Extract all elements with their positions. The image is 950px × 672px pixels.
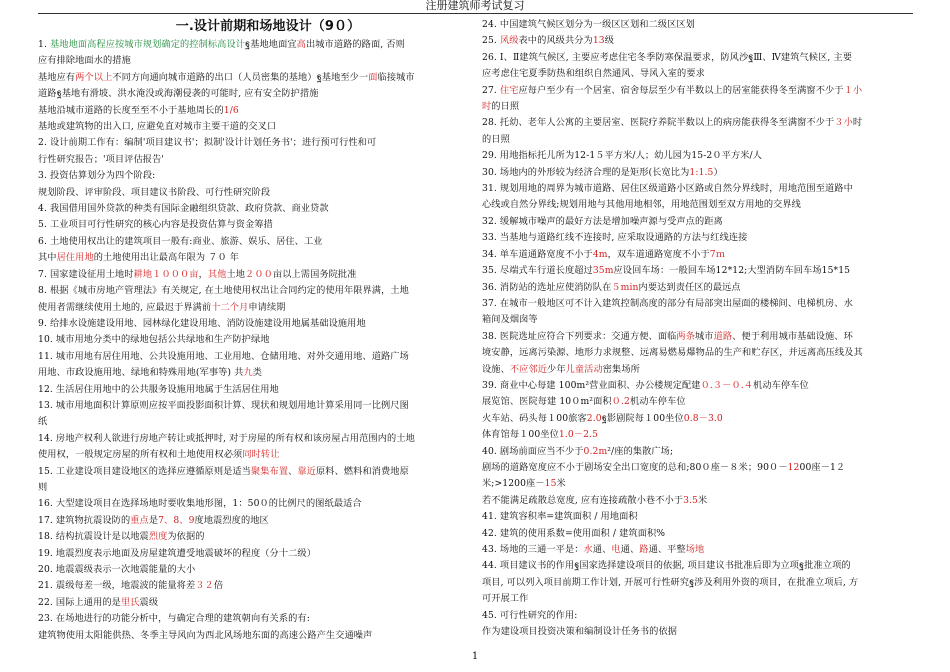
text-line xyxy=(482,493,912,509)
text-segment: 内要达到责任区的最远点 xyxy=(638,281,741,293)
text-segment: 42. 建筑的使用系数=使用面积 / 建筑面积% xyxy=(482,527,666,539)
highlighted-text: 电 xyxy=(611,544,621,555)
text-line xyxy=(38,201,468,217)
text-line xyxy=(482,148,912,164)
text-segment: 5. 工业项目可行性研究的核心内容是投资估算与资金筹措 xyxy=(38,219,273,231)
text-line xyxy=(482,526,912,542)
text-line xyxy=(482,444,912,460)
text-segment: 应设回车场：一般回车场12*12;大型消防车回车场15*15 xyxy=(613,265,851,277)
text-line xyxy=(38,365,468,381)
text-line xyxy=(38,300,468,316)
highlighted-text: 九 xyxy=(243,367,253,379)
text-segment: 是 xyxy=(148,514,159,526)
highlighted-text: ２００ xyxy=(245,268,273,280)
text-segment: 项目, 可以列入项目前期工作计划, 开展可行性研究ฐ涉及利用外资的项目，在批准立项后, 方 xyxy=(482,576,859,588)
text-segment: 3. 投资估算划分为四个阶段: xyxy=(38,170,156,182)
text-segment: 31. 规划用地的周界为城市道路、居住区级道路小区路或自然分界线时，用地范围至道路中 xyxy=(482,183,853,195)
text-line xyxy=(482,362,912,378)
highlighted-text: 1:1.5 xyxy=(689,166,714,178)
text-line xyxy=(482,99,912,115)
text-segment: ， xyxy=(198,268,208,280)
text-segment: 米 xyxy=(698,494,708,506)
highlighted-text: 2.0 xyxy=(586,412,602,424)
highlighted-text: 7ｍ xyxy=(709,248,725,260)
text-segment: 米 xyxy=(556,478,566,490)
text-segment: 行性研究报告；'项目评估报告' xyxy=(38,153,164,165)
text-segment: 6. 土地使用权出让的建筑项目一般有:商业、旅游、娱乐、居住、工业 xyxy=(38,235,323,247)
right-column xyxy=(482,17,912,640)
text-segment: 使用权，一般规定房屋的所有权和土地使用权必须 xyxy=(38,449,243,461)
text-line xyxy=(482,476,912,492)
text-line xyxy=(38,53,468,69)
text-segment: 00座－1２ xyxy=(799,461,846,473)
highlighted-text: ３２ xyxy=(195,580,214,592)
text-segment: 通、 xyxy=(620,544,640,555)
text-segment: 其中 xyxy=(38,252,57,264)
text-segment: 米;>1200座－ xyxy=(482,478,545,490)
text-line xyxy=(38,135,468,151)
text-line xyxy=(38,185,468,201)
text-line xyxy=(482,230,912,246)
text-line xyxy=(482,50,912,66)
text-line xyxy=(38,332,468,348)
text-line xyxy=(38,628,468,644)
text-segment: ฐ影剧院每１00坐位 xyxy=(601,412,684,424)
text-line xyxy=(38,382,468,398)
highlighted-text: 重点 xyxy=(130,514,149,526)
text-segment: 的土地使用出让最高年限为 ７０ 年 xyxy=(93,252,240,264)
text-segment: 26. Ⅰ、Ⅱ建筑气候区, 主要应考虑住宅冬季防寒保温要求，防风沙ฐⅢ、Ⅳ建筑气候区, 主要 xyxy=(482,51,852,63)
text-segment: 为依据的 xyxy=(167,531,205,543)
text-segment: 14. 房地产权利人欲进行房地产转让或抵押时, 对于房屋的所有权和该房屋占用范围内的土地 xyxy=(38,432,415,444)
highlighted-text: 风级 xyxy=(499,35,519,47)
text-segment: 纸 xyxy=(38,416,48,428)
text-line xyxy=(38,447,468,463)
text-segment: 原料、燃料和消费地原 xyxy=(316,465,409,477)
text-segment: 8. 根据《城市房地产管理法》有关规定, 在土地使用权出让合同约定的使用年限界满，土地 xyxy=(38,285,409,297)
text-line xyxy=(38,103,468,119)
text-segment: 通、平整 xyxy=(648,544,686,555)
text-segment: 29. 用地指标托儿所为12-1５平方米/人；幼儿园为15-2０平方米/人 xyxy=(482,150,763,162)
text-line xyxy=(482,542,912,558)
text-line xyxy=(482,608,912,624)
text-segment: 、 xyxy=(288,465,298,477)
text-line xyxy=(482,329,912,345)
highlighted-text: 基地地面高程应按城市规划确定的控制标高设计 xyxy=(50,39,246,50)
text-segment: 应每户至少有一个居室、宿舍每层至少有半数以上的居室能获得冬至满窗不少于 xyxy=(518,84,844,96)
text-segment: 37. 在城市一般地区可不计入建筑控制高度的部分有局部突出屋面的楼梯间、电梯机房、水 xyxy=(482,297,853,309)
text-line xyxy=(38,70,468,86)
page-header: 注册建筑师考试复习 xyxy=(425,0,525,12)
text-line xyxy=(38,398,468,414)
text-segment: 18. 结构抗震设计是以地震 xyxy=(38,531,149,543)
text-line xyxy=(38,234,468,250)
text-line xyxy=(482,165,912,181)
highlighted-text: 0.2m xyxy=(583,445,608,457)
text-line xyxy=(38,611,468,627)
text-segment: 倍 xyxy=(213,580,224,592)
highlighted-text: 居住用地 xyxy=(56,252,94,264)
text-line xyxy=(482,312,912,328)
text-segment: 的日照 xyxy=(491,101,520,113)
text-line xyxy=(38,513,468,529)
text-line xyxy=(482,558,912,574)
text-line xyxy=(38,217,468,233)
text-segment: 44. 项目建议书的作用ฐ国家选择建设项目的依据, 项目建议书批准后即为立项ฐ批准立项的 xyxy=(482,560,851,572)
highlighted-text: 其他 xyxy=(207,268,227,280)
highlighted-text: 1.0－2.5 xyxy=(558,429,599,441)
text-segment: 16. 大型建设项目在选择场地时要收集地形图，1：50０的比例尺的图纸最适合 xyxy=(38,498,362,510)
highlighted-text: 住宅 xyxy=(499,84,519,96)
text-segment: 体育馆每１00坐位 xyxy=(482,429,559,441)
text-line xyxy=(38,86,468,102)
text-segment: 43. 场地的三通一平是： xyxy=(482,544,584,555)
highlighted-text: 路 xyxy=(639,544,649,555)
text-line xyxy=(38,168,468,184)
text-segment: 城市 xyxy=(694,330,714,342)
text-segment: ，双车道通路宽度不小于 xyxy=(607,248,710,260)
text-segment: 不同方向通向城市道路的出口（人员密集的基地）ฐ基地至少一 xyxy=(112,71,369,83)
highlighted-text: ３小 xyxy=(834,117,853,129)
text-segment: 34. 单车道通路宽度不小于 xyxy=(482,248,593,260)
text-segment: 19. 地震烈度表示地面及房屋建筑遭受地震破坏的程度（分十二级） xyxy=(38,547,316,559)
text-segment: 用地、市政设施用地、绿地和特殊用地(军事等) 共 xyxy=(38,367,244,379)
text-line xyxy=(482,66,912,82)
text-segment: 20. 地震震级表示一次地震能量的大小 xyxy=(38,564,196,575)
text-segment: 38. 医院选址应符合下列要求：交通方便、面临 xyxy=(482,330,677,342)
text-segment: 基地应有 xyxy=(38,71,76,83)
text-segment: 11. 城市用地有居住用地、公共设施用地、工业用地、仓储用地、对外交通用地、道路广场 xyxy=(38,350,409,362)
text-line xyxy=(482,427,912,443)
text-segment: 震级 xyxy=(139,596,159,608)
text-line xyxy=(482,181,912,197)
text-segment: 应有排除地面水的措施 xyxy=(38,55,131,67)
text-segment: 2. 设计前期工作有：编制'项目建议书'；拟制'设计计划任务书'；进行预可行性和可 xyxy=(38,137,377,149)
highlighted-text: 里氏 xyxy=(120,596,140,608)
text-segment: 10. 城市用地分类中的绿地包括公共绿地和生产防护绿地 xyxy=(38,334,270,346)
left-column xyxy=(38,17,468,644)
text-segment: 申请续期 xyxy=(248,301,286,313)
text-line xyxy=(482,411,912,427)
text-line xyxy=(38,578,468,594)
header-rule xyxy=(38,13,913,14)
text-segment: 少年 xyxy=(547,363,566,375)
text-line xyxy=(482,460,912,476)
text-line xyxy=(38,283,468,299)
text-line xyxy=(482,280,912,296)
text-line xyxy=(38,464,468,480)
text-segment: 15. 工业建设项目建设地区的选择应遵循原则是适当 xyxy=(38,465,251,477)
text-segment: ²/座的集散广场; xyxy=(607,445,674,457)
text-segment: 机动车停车位 xyxy=(629,396,686,408)
text-segment: 时 xyxy=(852,117,863,129)
text-segment: 4. 我国借用国外贷款的种类有国际金融组织贷款、政府贷款、商业贷款 xyxy=(38,203,329,215)
highlighted-text: 13 xyxy=(592,35,605,47)
text-segment: 13. 城市用地面积计算原则应按平面投影面积计算、现状和规划用地计算采用同一比例尺图 xyxy=(38,399,409,411)
highlighted-text: 水 xyxy=(583,544,593,555)
text-segment: 箱间及烟囱等 xyxy=(482,314,538,326)
text-segment: 使用者需继续使用土地的, 应最迟于界满前 xyxy=(38,301,212,313)
highlighted-text: 时 xyxy=(482,101,492,113)
text-segment: 则 xyxy=(38,481,48,493)
text-segment: 28. 托幼、老年人公寓的主要居室、医院疗养院半数以上的病房能获得冬至满窗不少于 xyxy=(482,117,835,129)
text-line xyxy=(482,17,912,33)
highlighted-text: 高 xyxy=(296,39,306,50)
text-line xyxy=(482,197,912,213)
text-segment: 1. xyxy=(38,39,50,50)
text-segment: 级 xyxy=(604,35,615,47)
text-line xyxy=(482,509,912,525)
text-segment: 可开展工作 xyxy=(482,593,529,605)
text-line xyxy=(482,214,912,230)
highlighted-text: １小 xyxy=(843,84,863,96)
highlighted-text: 同时转让 xyxy=(242,449,280,461)
text-line xyxy=(38,267,468,283)
highlighted-text: 不应邻近 xyxy=(509,363,548,375)
highlighted-text: 十二个月 xyxy=(211,301,249,313)
text-line xyxy=(38,546,468,562)
highlighted-text: 3.5 xyxy=(683,494,698,506)
text-segment: 41. 建筑容积率=建筑面积 / 用地面积 xyxy=(482,511,638,523)
text-line xyxy=(38,595,468,611)
text-line xyxy=(482,263,912,279)
text-line xyxy=(38,152,468,168)
text-segment: 7. 国家建设征用土地时 xyxy=(38,268,134,280)
text-line xyxy=(482,296,912,312)
text-segment: ） xyxy=(713,166,723,178)
text-line xyxy=(482,624,912,640)
text-segment: 建筑物使用太阳能供热、冬季主导风向为西北风场地东面的高速公路产生交通噪声 xyxy=(38,629,373,641)
text-line xyxy=(38,529,468,545)
text-segment: 33. 当基地与道路红线不连接时, 应采取设通路的方法与红线连接 xyxy=(482,232,748,244)
text-line xyxy=(482,591,912,607)
text-line xyxy=(38,562,468,578)
text-segment: 27. xyxy=(482,84,500,96)
text-line xyxy=(38,316,468,332)
text-segment: 展览馆、医院每建 10０m²面积 xyxy=(482,396,612,408)
highlighted-text: 靠近 xyxy=(297,465,316,477)
text-segment: 类 xyxy=(252,367,263,379)
text-segment: 的日照 xyxy=(482,133,510,145)
text-segment: 表中的风级共分为 xyxy=(518,35,593,47)
highlighted-text: 儿童活动 xyxy=(565,363,603,375)
text-line xyxy=(38,480,468,496)
text-segment: 剧场的道路宽度应不小于剧场安全出口宽度的总和;80０座－８米；90０－ xyxy=(482,461,788,473)
text-segment: 36. 消防站的选址应使消防队在 xyxy=(482,281,612,293)
text-line xyxy=(482,345,912,361)
text-segment: 度地震烈度的地区 xyxy=(194,514,269,526)
highlighted-text: 两条 xyxy=(676,330,695,342)
text-line xyxy=(482,33,912,49)
text-segment: 32. 缓解城市噪声的最好方法是增加噪声源与受声点的距离 xyxy=(482,215,723,227)
text-segment: 出城市道路的路面, 否则 xyxy=(305,39,405,50)
text-line xyxy=(38,37,468,53)
text-line xyxy=(482,115,912,131)
highlighted-text: 0.8－3.0 xyxy=(683,412,723,424)
text-line xyxy=(38,431,468,447)
highlighted-text: 场地 xyxy=(685,544,705,555)
highlighted-text: 1/6 xyxy=(223,104,239,116)
text-line xyxy=(38,496,468,512)
text-segment: 12. 生活居住用地中的公共服务设施用地属于生活居住用地 xyxy=(38,383,279,395)
text-segment: 通、 xyxy=(592,544,612,555)
highlighted-text: 道路 xyxy=(713,330,733,342)
text-segment: 心线或自然分界线;规划用地与其他用地相邻，用地范围划至双方用地的交界线 xyxy=(482,199,801,211)
text-segment: 应考虑住宅夏季防热和组织自然通风、导风入室的要求 xyxy=(482,68,705,80)
highlighted-text: 7、8、9 xyxy=(158,514,195,526)
text-segment: 22. 国际上通用的是 xyxy=(38,596,121,608)
text-segment: 道路ฐ基地有滑坡、洪水淹没或海潮侵袭的可能时, 应有安全防护措施 xyxy=(38,88,319,100)
text-segment: 境安静，远离污染源、地形力求规整、远离易燃易爆物品的生产和贮存区，并远离高压线及其 xyxy=(482,347,863,359)
text-line xyxy=(38,349,468,365)
text-segment: 45. 可行性研究的作用: xyxy=(482,609,578,621)
text-segment: 亩以上需国务院批准 xyxy=(272,268,357,280)
page-number: 1 xyxy=(471,651,479,662)
text-segment: 25. xyxy=(482,35,500,47)
text-line xyxy=(482,132,912,148)
text-line xyxy=(38,119,468,135)
text-segment: 35. 尽端式车行道长度超过 xyxy=(482,265,593,277)
text-segment: 若不能满足疏散总宽度, 应有连接疏散小巷不小于 xyxy=(482,494,684,506)
highlighted-text: ５min xyxy=(611,281,639,293)
text-segment: 17. 建筑物抗震设防的 xyxy=(38,514,131,526)
highlighted-text: 15 xyxy=(544,478,557,490)
text-segment: 基地沿城市道路的长度至至不小于基地周长的 xyxy=(38,104,224,116)
text-segment: 23. 在场地进行的功能分析中，与确定合理的建筑朝向有关系的有: xyxy=(38,613,310,625)
highlighted-text: 4m xyxy=(592,248,608,260)
highlighted-text: 耕地１０００亩 xyxy=(133,268,199,280)
text-segment: 规划阶段、评审阶段、项目建议书阶段、可行性研究阶段 xyxy=(38,186,271,198)
highlighted-text: 聚集布置 xyxy=(250,465,289,477)
text-segment: 39. 商业中心每建 100m²营业面积、办公楼规定配建 xyxy=(482,379,701,391)
text-segment: 密集场所 xyxy=(602,363,640,375)
highlighted-text: 面 xyxy=(368,71,378,83)
left-lines xyxy=(38,37,468,644)
text-segment: 土地 xyxy=(226,268,246,280)
text-line xyxy=(482,247,912,263)
highlighted-text: 两个以上 xyxy=(75,71,113,83)
right-lines xyxy=(482,17,912,640)
highlighted-text: 烈度 xyxy=(148,531,168,543)
text-line xyxy=(38,250,468,266)
text-segment: 机动车停车位 xyxy=(753,379,809,391)
text-segment: 30. 场地内的外形较为经济合理的是矩形(长宽比为 xyxy=(482,166,690,178)
text-segment: 21. 震级每差一级，地震波的能量将差 xyxy=(38,580,196,592)
text-line xyxy=(38,414,468,430)
text-segment: 、便于利用城市基础设施、环 xyxy=(732,330,853,342)
highlighted-text: ０.2 xyxy=(611,396,630,408)
text-line xyxy=(482,394,912,410)
highlighted-text: 12 xyxy=(787,461,800,473)
text-segment: 作为建设项目投资决策和编制设计任务书的依据 xyxy=(482,626,678,638)
text-segment: 设施、 xyxy=(482,363,510,375)
text-segment: 基地或建筑物的出入口, 应避免直对城市主要干道的交叉口 xyxy=(38,121,277,133)
text-line xyxy=(482,575,912,591)
text-segment: 40. 剧场前面应当不少于 xyxy=(482,445,584,457)
text-segment: 9. 给排水设施建设用地、园林绿化建设用地、消防设施建设用地属基础设施用地 xyxy=(38,317,366,329)
section-title: 一.设计前期和场地设计（9０） xyxy=(175,19,361,34)
text-segment: 火车站、码头每１00旅客 xyxy=(482,412,587,424)
highlighted-text: ０.３－０.４ xyxy=(700,379,754,391)
text-segment: 临接城市 xyxy=(377,71,415,83)
text-line xyxy=(482,83,912,99)
text-line xyxy=(482,378,912,394)
text-segment: 24. 中国建筑气候区划分为一级区区划和二级区区划 xyxy=(482,19,695,30)
highlighted-text: 35m xyxy=(592,265,614,277)
text-segment: ฐ基地地面宜 xyxy=(245,39,297,50)
